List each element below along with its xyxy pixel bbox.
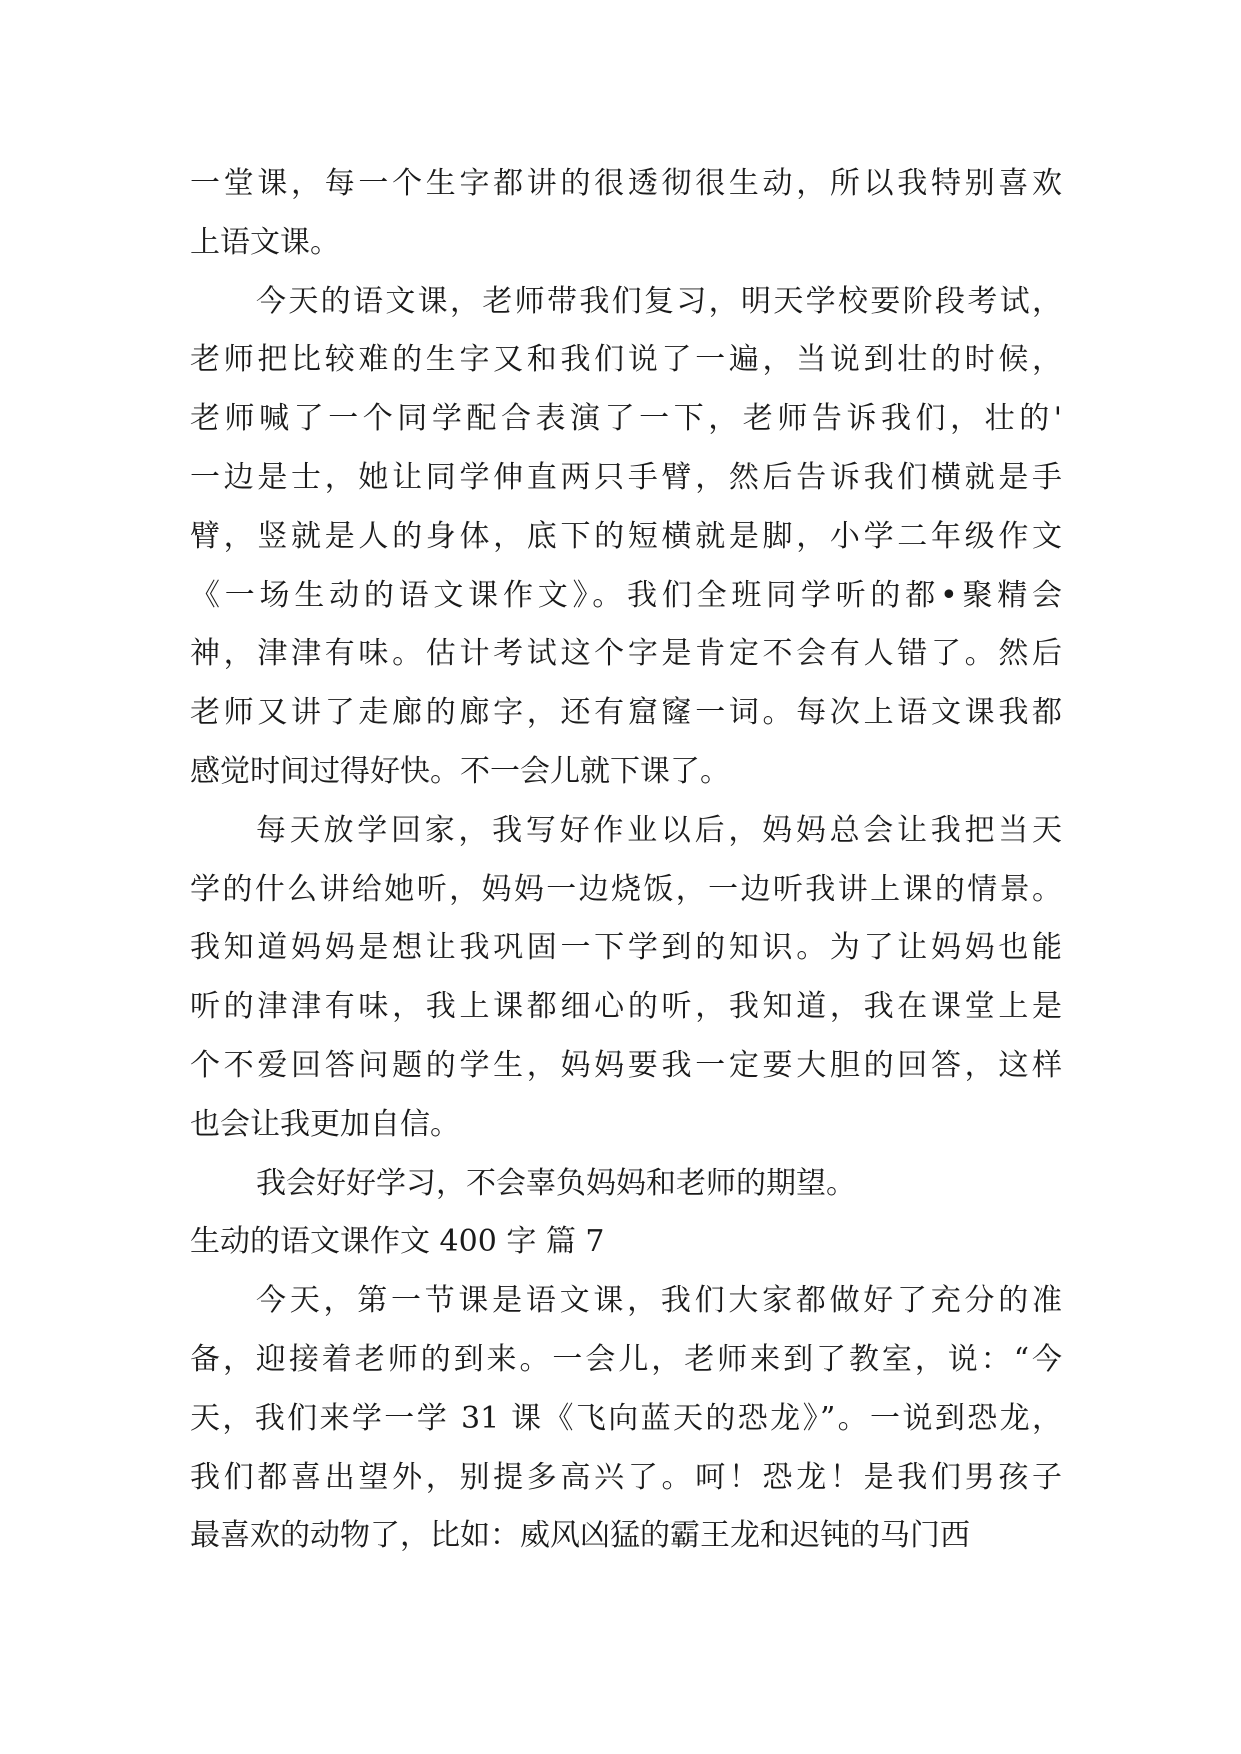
text-line: 备，迎接着老师的到来。一会儿，老师来到了教室，说：“今	[190, 1341, 1062, 1377]
text-line: 感觉时间过得好快。不一会儿就下课了。	[190, 753, 730, 789]
document-body	[190, 155, 1062, 1566]
paragraph-3	[190, 802, 1062, 1155]
text-line: 我知道妈妈是想让我巩固一下学到的知识。为了让妈妈也能	[190, 930, 1062, 966]
text-line: 神，津津有味。估计考试这个字是肯定不会有人错了。然后	[190, 636, 1062, 672]
text-line: 我们都喜出望外，别提多高兴了。呵！恐龙！是我们男孩子	[190, 1459, 1062, 1495]
text-line: 最喜欢的动物了，比如：威风凶猛的霸王龙和迟钝的马门西	[190, 1518, 970, 1554]
text-line: 一边是士，她让同学伸直两只手臂，然后告诉我们横就是手	[190, 459, 1062, 495]
text-line: 学的什么讲给她听，妈妈一边烧饭，一边听我讲上课的情景。	[190, 871, 1062, 907]
text-line: 老师喊了一个同学配合表演了一下，老师告诉我们，壮的'	[190, 401, 1062, 437]
text-line: 也会让我更加自信。	[190, 1106, 460, 1142]
paragraph-5	[190, 1272, 1062, 1566]
text-line: 老师把比较难的生字又和我们说了一遍，当说到壮的时候，	[190, 342, 1062, 378]
text-line: 听的津津有味，我上课都细心的听，我知道，我在课堂上是	[190, 989, 1062, 1025]
text-line: 今天，第一节课是语文课，我们大家都做好了充分的准	[256, 1283, 1062, 1319]
text-line: 老师又讲了走廊的廊字，还有窟窿一词。每次上语文课我都	[190, 695, 1062, 731]
paragraph-2	[190, 273, 1062, 802]
text-line: 天，我们来学一学 31 课《飞向蓝天的恐龙》”。一说到恐龙，	[190, 1400, 1062, 1436]
text-line: 上语文课。	[190, 224, 340, 260]
section-heading-text: 生动的语文课作文 400 字 篇 7	[190, 1224, 605, 1260]
text-line: 今天的语文课，老师带我们复习，明天学校要阶段考试，	[256, 283, 1062, 319]
text-line: 臂，竖就是人的身体，底下的短横就是脚，小学二年级作文	[190, 518, 1062, 554]
section-heading	[190, 1213, 1062, 1272]
paragraph-4	[190, 1155, 1062, 1214]
text-line: 《一场生动的语文课作文》。我们全班同学听的都•聚精会	[190, 577, 1062, 613]
text-line: 每天放学回家，我写好作业以后，妈妈总会让我把当天	[256, 812, 1062, 848]
text-line: 一堂课，每一个生字都讲的很透彻很生动，所以我特别喜欢	[190, 166, 1062, 201]
text-line: 个不爱回答问题的学生，妈妈要我一定要大胆的回答，这样	[190, 1047, 1062, 1083]
text-line: 我会好好学习，不会辜负妈妈和老师的期望。	[256, 1165, 856, 1201]
paragraph-1	[190, 155, 1062, 273]
